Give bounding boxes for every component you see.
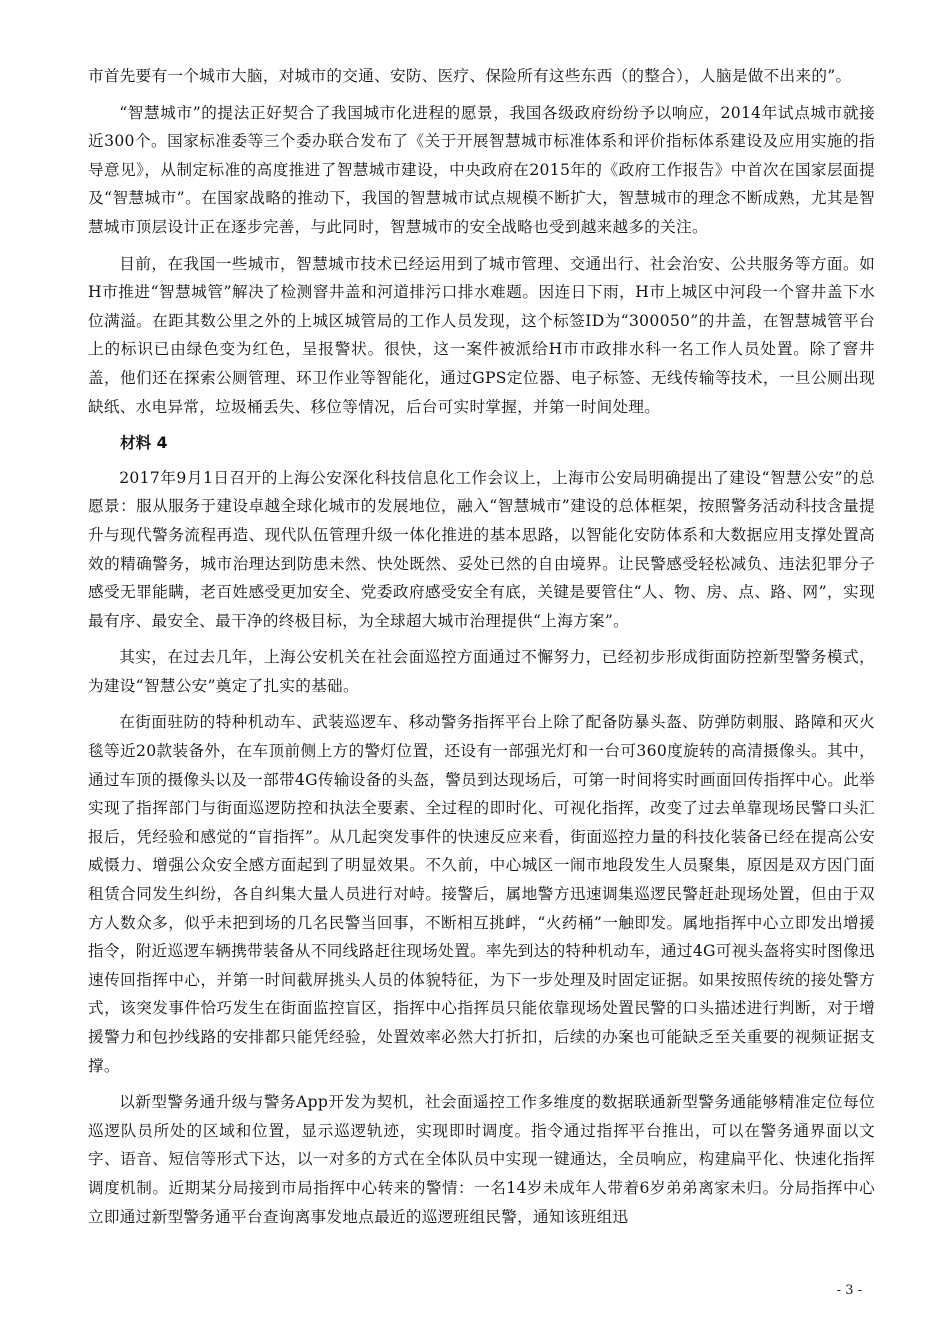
paragraph-police-app: 以新型警务通升级与警务App开发为契机，社会面遥控工作多维度的数据联通新型警务通能够精准定位每位巡逻队员所处的区域和位置，显示巡逻轨迹，实现即时调度。指令通过指挥平台推出，可以在警务通界面以文字、语音、短信等形式下达，以一对多的方式在全体队员中实现一键通达，全员响应，构建扁平化、快速化指挥调度机制。近期某分局接到市局指挥中心转来的警情：一名14岁未成年人带着6岁弟弟离家未归。分局指挥中心立即通过新型警务通平台查询离事发地点最近的巡逻班组民警，通知该班组迅 bbox=[88, 1093, 875, 1226]
document-page bbox=[88, 62, 875, 1239]
paragraph-continuation: 市首先要有一个城市大脑，对城市的交通、安防、医疗、保险所有这些东西（的整合），人脑是做不出来的”。 bbox=[88, 67, 852, 85]
paragraph-patrol-model: 其实，在过去几年，上海公安机关在社会面巡控方面通过不懈努力，已经初步形成街面防控新型警务模式，为建设“智慧公安”奠定了扎实的基础。 bbox=[88, 648, 875, 695]
page-number: - 3 - bbox=[836, 1283, 862, 1298]
paragraph-patrol-equipment: 在街面驻防的特种机动车、武装巡逻车、移动警务指挥平台上除了配备防暴头盔、防弹防刺服、路障和灭火毯等近20款装备外，在车顶前侧上方的警灯位置，还设有一部强光灯和一台可360度旋转的高清摄像头。其中，通过车顶的摄像头以及一部带4G传输设备的头盔，警员到达现场后，可第一时间将实时画面回传指挥中心。此举实现了指挥部门与街面巡逻防控和执法全要素、全过程的即时化、可视化指挥，改变了过去单靠现场民警口头汇报后，凭经验和感觉的“盲指挥”。从几起突发事件的快速反应来看，街面巡控力量的科技化装备已经在提高公安威慑力、增强公众安全感方面起到了明显效果。不久前，中心城区一闹市地段发生人员聚集，原因是双方因门面租赁合同发生纠纷，各自纠集大量人员进行对峙。接警后，属地警方迅速调集巡逻民警赶赴现场处置，但由于双方人数众多，似乎未把到场的几名民警当回事，不断相互挑衅，“火药桶”一触即发。属地指挥中心立即发出增援指令，附近巡逻车辆携带装备从不同线路赶往现场处置。率先到达的特种机动车，通过4G可视头盔将实时图像迅速传回指挥中心，并第一时间截屏挑头人员的体貌特征，为下一步处理及时固定证据。如果按照传统的接处警方式，该突发事件恰巧发生在街面监控盲区，指挥中心指挥员只能依靠现场处置民警的口头描述进行判断，对于增援警力和包抄线路的安排都只能凭经验，处置效率必然大打折扣，后续的办案也可能缺乏至关重要的视频证据支撑。 bbox=[88, 713, 875, 1075]
section-heading: 材料 4 bbox=[120, 434, 168, 453]
paragraph-smart-city-applications: 目前，在我国一些城市，智慧城市技术已经运用到了城市管理、交通出行、社会治安、公共服务等方面。如H市推进“智慧城管”解决了检测窨井盖和河道排污口排水难题。因连日下雨，H市上城区中河段一个窨井盖下水位满溢。在距其数公里之外的上城区城管局的工作人员发现，这个标签ID为“300050”的井盖，在智慧城管平台上的标识已由绿色变为红色，呈报警状。很快，这一案件被派给H市市政排水科一名工作人员处置。除了窨井盖，他们还在探索公厕管理、环卫作业等智能化，通过GPS定位器、电子标签、无线传输等技术，一旦公厕出现缺纸、水电异常，垃圾桶丢失、移位等情况，后台可实时掌握，并第一时间处理。 bbox=[88, 254, 875, 416]
paragraph-shanghai-police-vision: 2017年9月1日召开的上海公安深化科技信息化工作会议上，上海市公安局明确提出了建设“智慧公安”的总愿景：服从服务于建设卓越全球化城市的发展地位，融入“智慧城市”建设的总体框架，按照警务活动科技含量提升与现代警务流程再造、现代队伍管理升级一体化推进的基本思路，以智能化安防体系和大数据应用支撑处置高效的精确警务，城市治理达到防患未然、快处既然、妥处已然的自由境界。让民警感受轻松减负、违法犯罪分子感受无罪能瞒，老百姓感受更加安全、党委政府感受安全有底，关键是要管住“人、物、房、点、路、网”，实现最有序、最安全、最干净的终极目标，为全球超大城市治理提供“上海方案”。 bbox=[88, 468, 875, 630]
paragraph-smart-city-policy: “智慧城市”的提法正好契合了我国城市化进程的愿景，我国各级政府纷纷予以响应，2014年试点城市就接近300个。国家标准委等三个委办联合发布了《关于开展智慧城市标准体系和评价指标体系建设及应用实施的指导意见》，从制定标准的高度推进了智慧城市建设，中央政府在2015年的《政府工作报告》中首次在国家层面提及“智慧城市”。在国家战略的推动下，我国的智慧城市试点规模不断扩大，智慧城市的理念不断成熟，尤其是智慧城市顶层设计正在逐步完善，与此同时，智慧城市的安全战略也受到越来越多的关注。 bbox=[88, 103, 875, 236]
